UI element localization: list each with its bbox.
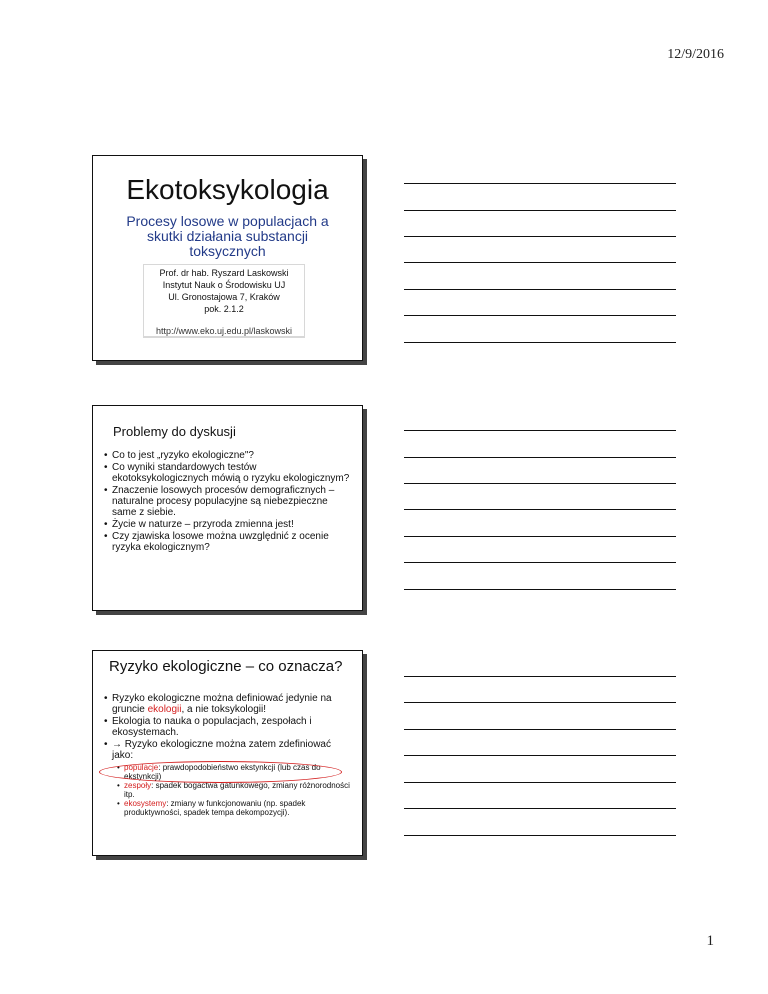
slide-subtitle: Procesy losowe w populacjach a skutki działania substancji toksycznych xyxy=(126,213,329,259)
slide-title xyxy=(92,155,363,361)
note-line xyxy=(404,562,676,563)
note-line xyxy=(404,262,676,263)
slide-risk-definition xyxy=(92,650,363,856)
note-line xyxy=(404,315,676,316)
sub-text: : spadek bogactwa gatunkowego, zmiany różnorodności itp. xyxy=(124,781,350,799)
list-item: • Czy zjawiska losowe można uwzględnić z ocenie ryzyka ekologicznym? xyxy=(103,531,350,553)
highlight-term: populacje xyxy=(124,763,159,772)
note-line xyxy=(404,430,676,431)
author-institute: Instytut Nauk o Środowisku UJ xyxy=(162,280,286,290)
note-line xyxy=(404,457,676,458)
list-item: • Ekologia to nauka o populacjach, zespołach i ekosystemach. xyxy=(103,716,352,738)
note-line xyxy=(404,289,676,290)
note-line xyxy=(404,702,676,703)
risk-list xyxy=(103,693,352,817)
author-url-link[interactable]: http://www.eko.uj.edu.pl/laskowski xyxy=(155,326,293,336)
sub-text: : prawdopodobieństwo ekstynkcji (lub czas do ekstynkcji) xyxy=(124,763,321,781)
highlight-term: ekosystemy xyxy=(124,799,167,808)
slide-risk-title: Ryzyko ekologiczne – co oznacza? xyxy=(109,658,343,675)
list-item xyxy=(103,693,352,715)
note-line xyxy=(404,342,676,343)
note-line xyxy=(404,729,676,730)
note-line xyxy=(404,589,676,590)
note-line xyxy=(404,236,676,237)
date-header: 12/9/2016 xyxy=(667,47,724,62)
list-item: • Co to jest „ryzyko ekologiczne"? xyxy=(103,450,350,461)
page-number: 1 xyxy=(706,933,714,949)
slide-title-heading: Ekotoksykologia xyxy=(126,174,329,205)
highlight-term: ekologii xyxy=(147,704,182,715)
note-line xyxy=(404,808,676,809)
note-line xyxy=(404,782,676,783)
slide-problems xyxy=(92,405,363,611)
note-line xyxy=(404,509,676,510)
note-line xyxy=(404,483,676,484)
hand-drawn-oval xyxy=(99,761,342,783)
highlight-term: zespoły xyxy=(124,781,152,790)
note-line xyxy=(404,210,676,211)
author-address: Ul. Gronostajowa 7, Kraków xyxy=(168,292,280,302)
author-name: Prof. dr hab. Ryszard Laskowski xyxy=(159,268,289,278)
bullet-text: Ryzyko ekologiczne można definiować jedynie na gruncie xyxy=(112,693,332,715)
note-line xyxy=(404,536,676,537)
bullet-text: , a nie toksykologii! xyxy=(181,704,266,715)
sub-list-item xyxy=(117,781,352,799)
sub-list-item xyxy=(117,799,352,817)
list-item: • Znaczenie losowych procesów demograficznych – naturalne procesy populacyjne są niebezpieczne same z siebie. xyxy=(103,485,350,518)
list-item: • Życie w naturze – przyroda zmienna jest! xyxy=(103,519,350,530)
note-line xyxy=(404,183,676,184)
slide-problems-title: Problemy do dyskusji xyxy=(113,424,236,439)
problems-list xyxy=(103,450,350,554)
note-line xyxy=(404,676,676,677)
note-line xyxy=(404,755,676,756)
sub-text: : zmiany w funkcjonowaniu (np. spadek produktywności, spadek tempa dekompozycji). xyxy=(124,799,306,817)
note-line xyxy=(404,835,676,836)
list-item: • → Ryzyko ekologiczne można zatem zdefiniować jako: xyxy=(103,739,352,761)
list-item: • Co wyniki standardowych testów ekotoksykologicznych mówią o ryzyku ekologicznym? xyxy=(103,462,350,484)
author-room: pok. 2.1.2 xyxy=(204,304,244,314)
